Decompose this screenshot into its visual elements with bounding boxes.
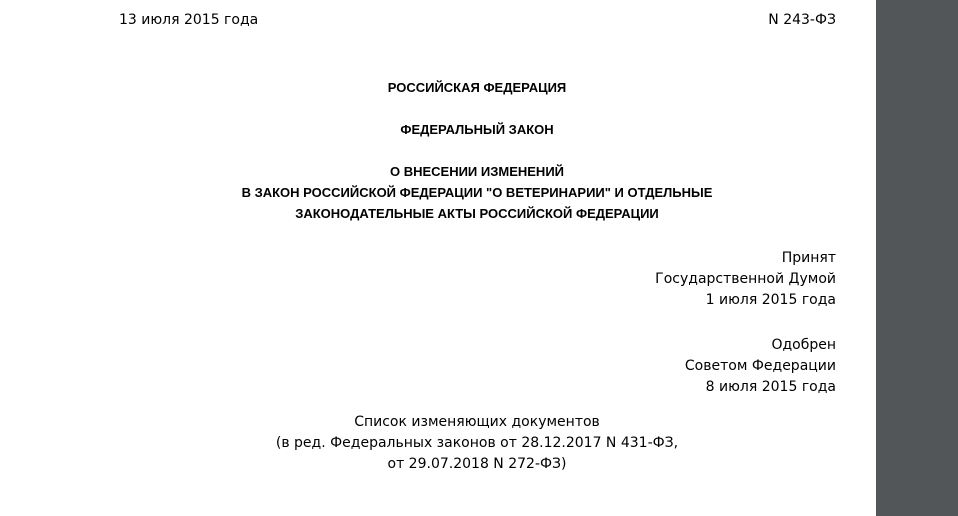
approval-body: Советом Федерации [684,358,836,374]
amending-documents-line[interactable]: от 29.07.2018 N 272-ФЗ) [387,456,567,472]
document-type-heading: ФЕДЕРАЛЬНЫЙ ЗАКОН [400,122,554,137]
adoption-label: Принят [781,250,836,266]
amending-documents-line[interactable]: (в ред. Федеральных законов от 28.12.2017 N 431-ФЗ, [275,435,679,451]
law-number: N 243-ФЗ [768,12,836,28]
adoption-body: Государственной Думой [655,271,836,287]
approval-date: 8 июля 2015 года [705,379,836,395]
law-date: 13 июля 2015 года [119,12,259,28]
country-heading: РОССИЙСКАЯ ФЕДЕРАЦИЯ [387,80,567,95]
approval-block [685,335,836,398]
law-title-line: В ЗАКОН РОССИЙСКОЙ ФЕДЕРАЦИИ "О ВЕТЕРИНАРИИ" И ОТДЕЛЬНЫЕ [241,185,713,200]
adoption-date: 1 июля 2015 года [705,292,836,308]
approval-label: Одобрен [771,337,836,353]
adoption-block [655,248,836,311]
viewer-margin [876,0,958,516]
law-title-line: О ВНЕСЕНИИ ИЗМЕНЕНИЙ [389,164,565,179]
law-title [96,161,858,224]
law-title-line: ЗАКОНОДАТЕЛЬНЫЕ АКТЫ РОССИЙСКОЙ ФЕДЕРАЦИИ [295,206,659,221]
amending-documents-heading: Список изменяющих документов [354,414,600,430]
amending-documents-list [96,412,858,475]
